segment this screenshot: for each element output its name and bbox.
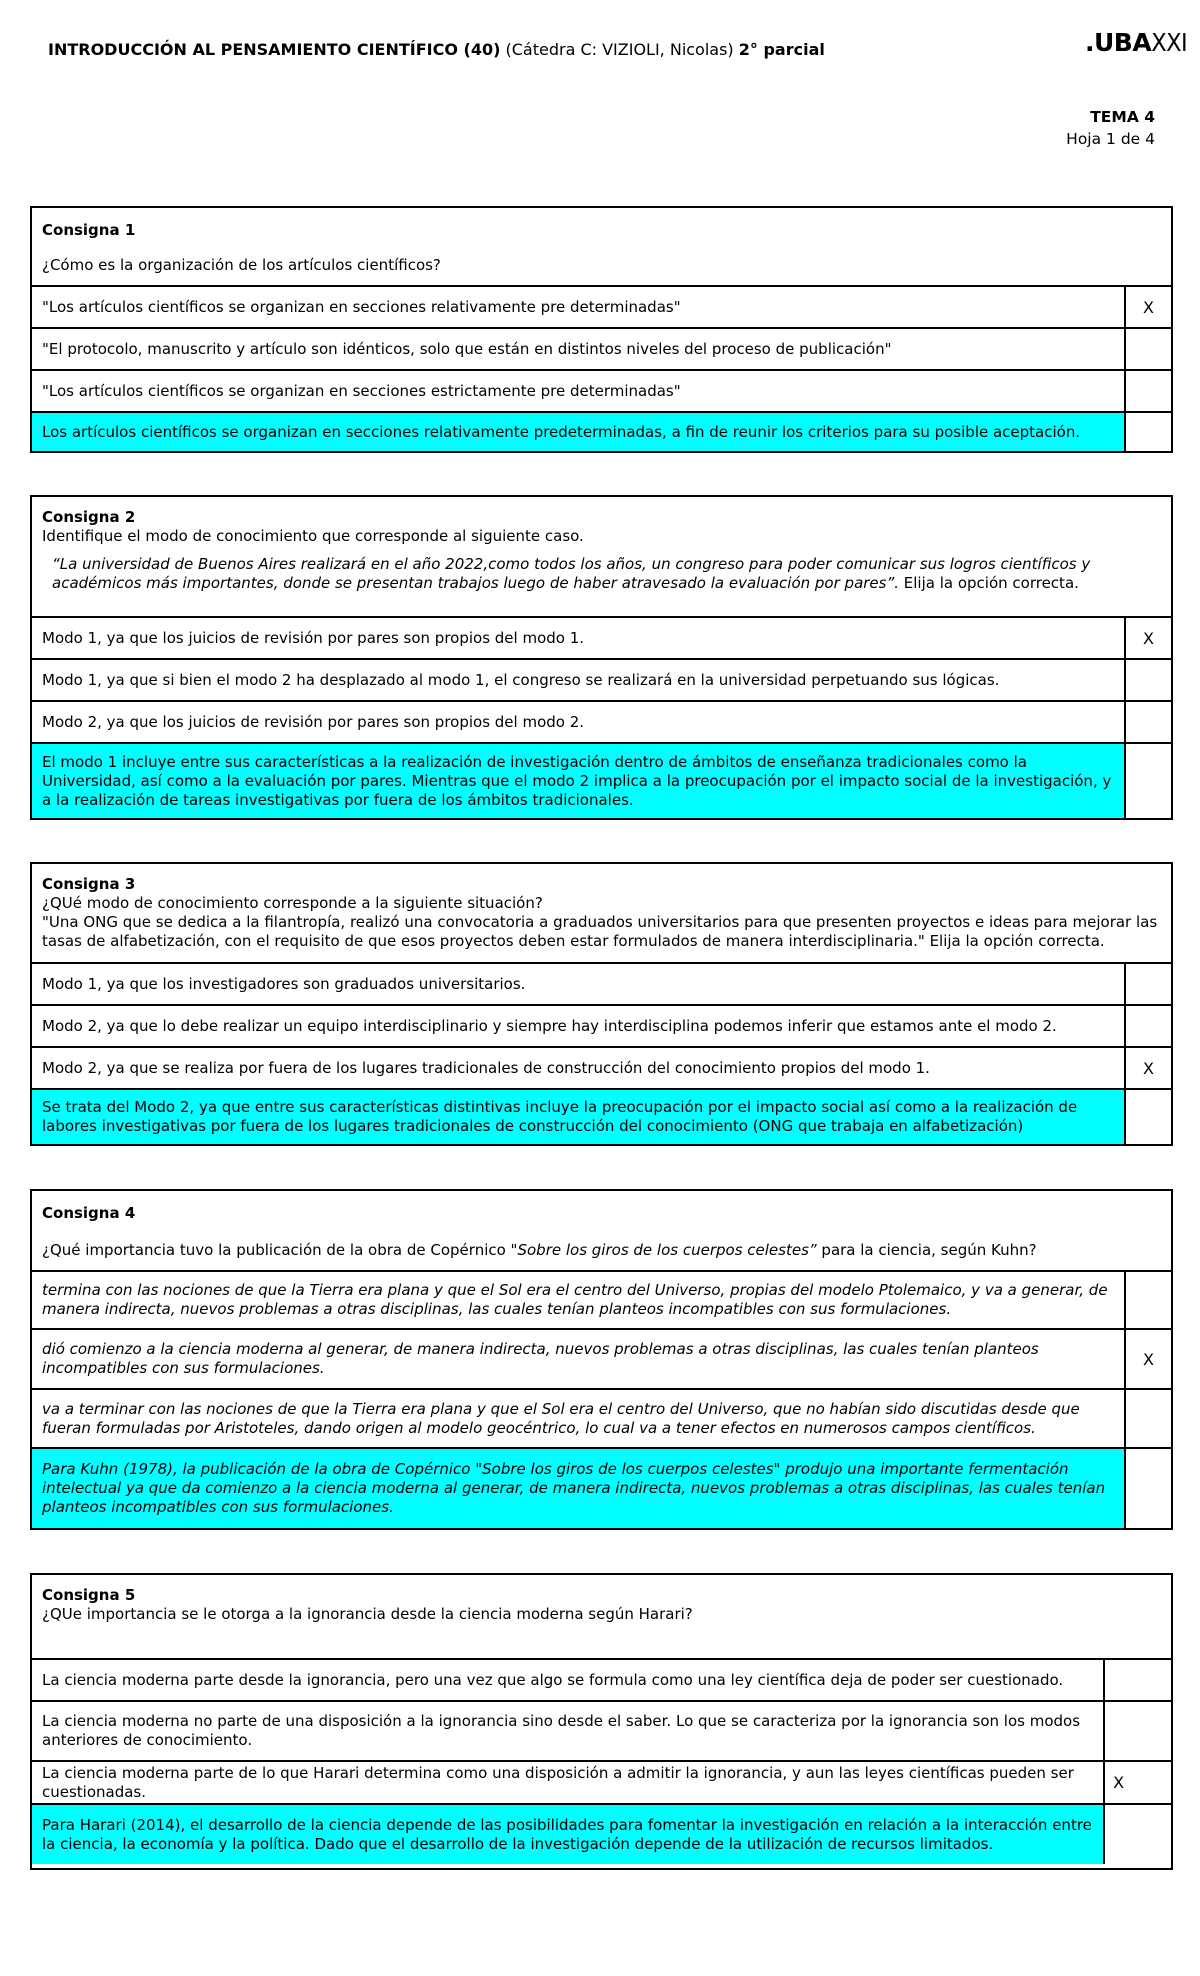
- tema-info: [1066, 106, 1155, 150]
- answer-mark: [1124, 744, 1171, 818]
- consigna-5: [30, 1573, 1173, 1870]
- option-text: La ciencia moderna no parte de una disposición a la ignorancia sino desde el saber. Lo que se caracteriza por la ignorancia son los modos anteriores de conocimiento.: [42, 1712, 1081, 1749]
- option-text: Modo 2, ya que los juicios de revisión por pares son propios del modo 2.: [42, 712, 585, 731]
- option-mark[interactable]: [1124, 329, 1171, 369]
- option-row[interactable]: [32, 964, 1171, 1006]
- consigna-title: Consigna 2: [42, 508, 136, 526]
- option-row[interactable]: [32, 1330, 1171, 1390]
- option-row[interactable]: [32, 1660, 1171, 1702]
- option-row[interactable]: [32, 371, 1171, 413]
- consigna-title: Consigna 5: [42, 1586, 136, 1604]
- option-text: termina con las nociones de que la Tierra era plana y que el Sol era el centro del Universo, propias del modelo Ptolemaico, y va a generar, de manera indirecta, nuevos problemas a otras disciplinas, las cuales tenían planteos incompatibles con sus formulaciones.: [42, 1281, 1108, 1318]
- answer-mark: [1124, 1449, 1171, 1528]
- book-title: Sobre los giros de los cuerpos celestes”: [517, 1241, 817, 1259]
- consigna-3: [30, 862, 1173, 1146]
- option-mark[interactable]: [1124, 371, 1171, 411]
- course-name: INTRODUCCIÓN AL PENSAMIENTO CIENTÍFICO (40): [48, 40, 501, 59]
- exam-header: [48, 40, 825, 59]
- answer-row: [32, 413, 1171, 451]
- consigna-4: [30, 1189, 1173, 1530]
- case-instruction: Elija la opción correcta.: [899, 574, 1079, 592]
- consigna-question: Identifique el modo de conocimiento que corresponde al siguiente caso.: [42, 527, 584, 545]
- consigna-question: ¿QUe importancia se le otorga a la ignorancia desde la ciencia moderna según Harari?: [42, 1605, 693, 1623]
- option-mark[interactable]: [1124, 660, 1171, 700]
- answer-mark: [1103, 1805, 1171, 1864]
- option-mark[interactable]: [1124, 1272, 1171, 1328]
- tema-label: TEMA 4: [1090, 108, 1155, 126]
- option-row[interactable]: [32, 660, 1171, 702]
- option-mark[interactable]: X: [1124, 1048, 1171, 1088]
- option-text: La ciencia moderna parte desde la ignorancia, pero una vez que algo se formula como una ley científica deja de poder ser cuestionado.: [42, 1670, 1064, 1689]
- option-mark[interactable]: [1124, 702, 1171, 742]
- option-row[interactable]: [32, 618, 1171, 660]
- consigna-question: [42, 1241, 1161, 1260]
- consigna-question: ¿QUé modo de conocimiento corresponde a la siguiente situación?: [42, 894, 543, 912]
- option-text: dió comienzo a la ciencia moderna al generar, de manera indirecta, nuevos problemas a otras disciplinas, las cuales tenían planteos incompatibles con sus formulaciones.: [42, 1340, 1039, 1377]
- answer-mark: [1124, 413, 1171, 451]
- option-mark[interactable]: [1103, 1702, 1171, 1760]
- logo-uba: .UBA: [1085, 28, 1152, 57]
- case-text: "Una ONG que se dedica a la filantropía, realizó una convocatoria a graduados universitarios para que presenten proyectos e ideas para mejorar las tasas de alfabetización, con el requisito de que esos proyectos deben estar formulados de manera interdisciplinaria." Elija la opción correcta.: [42, 913, 1158, 950]
- answer-row: [32, 1090, 1171, 1144]
- option-text: Modo 1, ya que si bien el modo 2 ha desplazado al modo 1, el congreso se realizará en la universidad perpetuando sus lógicas.: [42, 670, 1000, 689]
- consigna-title: Consigna 4: [42, 1204, 136, 1222]
- option-text: La ciencia moderna parte de lo que Harari determina como una disposición a admitir la ignorancia, y aun las leyes científicas pueden ser cuestionadas.: [42, 1763, 1074, 1801]
- consigna-title: Consigna 3: [42, 875, 136, 893]
- logo-xxi: XXI: [1151, 28, 1188, 57]
- option-mark[interactable]: X: [1124, 1330, 1171, 1388]
- consigna-1: [30, 206, 1173, 453]
- option-row[interactable]: [32, 702, 1171, 744]
- consigna-title: Consigna 1: [42, 221, 136, 239]
- option-mark[interactable]: [1124, 964, 1171, 1004]
- option-row[interactable]: [32, 1272, 1171, 1330]
- option-row[interactable]: [32, 1762, 1171, 1805]
- case-text: [42, 555, 1161, 593]
- option-mark[interactable]: [1124, 1390, 1171, 1447]
- page-count: Hoja 1 de 4: [1066, 130, 1155, 148]
- option-text: Modo 1, ya que los juicios de revisión por pares son propios del modo 1.: [42, 628, 585, 647]
- case-quote: “La universidad de Buenos Aires realizará en el año 2022,como todos los años, un congreso para poder comunicar sus logros científicos y académicos más importantes, donde se presentan trabajos luego de haber atravesado la evaluación por pares”.: [52, 555, 1091, 592]
- answer-row: [32, 1805, 1171, 1864]
- option-row[interactable]: [32, 1048, 1171, 1090]
- option-text: Modo 2, ya que lo debe realizar un equipo interdisciplinario y siempre hay interdisciplina podemos inferir que estamos ante el modo 2.: [42, 1016, 1057, 1035]
- uba-xxi-logo: [1085, 28, 1187, 57]
- answer-text: Se trata del Modo 2, ya que entre sus características distintivas incluye la preocupación por el impacto social así como a la realización de labores investigativas por fuera de los lugares tradicionales de construcción del conocimiento (ONG que trabaja en alfabetización): [32, 1090, 1124, 1144]
- option-row[interactable]: [32, 1702, 1171, 1762]
- option-text: Modo 2, ya que se realiza por fuera de los lugares tradicionales de construcción del conocimiento propios del modo 1.: [42, 1058, 930, 1077]
- option-mark[interactable]: X: [1124, 287, 1171, 327]
- option-row[interactable]: [32, 287, 1171, 329]
- answer-text: Para Harari (2014), el desarrollo de la ciencia depende de las posibilidades para fomentar la investigación en relación a la interacción entre la ciencia, la economía y la política. Dado que el desarrollo de la investigación depende de la utilización de recursos limitados.: [32, 1805, 1103, 1864]
- option-text: "El protocolo, manuscrito y artículo son idénticos, solo que están en distintos niveles del proceso de publicación": [42, 339, 892, 358]
- option-row[interactable]: [32, 329, 1171, 371]
- option-text: "Los artículos científicos se organizan en secciones relativamente pre determinadas": [42, 297, 681, 316]
- option-text: va a terminar con las nociones de que la Tierra era plana y que el Sol era el centro del Universo, que no habían sido discutidas desde que fueran formuladas por Aristoteles, dando origen al modelo geocéntrico, lo cual va a tener efectos en numerosos campos científicos.: [42, 1399, 1080, 1437]
- answer-text: El modo 1 incluye entre sus características a la realización de investigación dentro de ámbitos de enseñanza tradicionales como la Universidad, así como a la evaluación por pares. Mientras que el modo 2 implica a la preocupación por el impacto social de la investigación, y a la realización de tareas investigativas por fuera de los ámbitos tradicionales.: [32, 744, 1124, 818]
- option-row[interactable]: [32, 1390, 1171, 1449]
- chair-name: (Cátedra C: VIZIOLI, Nicolas): [500, 40, 739, 59]
- answer-mark: [1124, 1090, 1171, 1144]
- consigna-question: ¿Cómo es la organización de los artículos científicos?: [42, 256, 441, 274]
- option-row[interactable]: [32, 1006, 1171, 1048]
- answer-row: [32, 1449, 1171, 1528]
- option-text: "Los artículos científicos se organizan en secciones estrictamente pre determinadas": [42, 381, 681, 400]
- answer-text: Para Kuhn (1978), la publicación de la obra de Copérnico "Sobre los giros de los cuerpos celestes" produjo una importante fermentación intelectual ya que da comienzo a la ciencia moderna al generar, de manera indirecta, nuevos problemas a otras disciplinas, las cuales tenían planteos incompatibles con sus formulaciones.: [32, 1449, 1124, 1528]
- option-mark[interactable]: X: [1124, 618, 1171, 658]
- option-text: Modo 1, ya que los investigadores son graduados universitarios.: [42, 974, 526, 993]
- answer-text: Los artículos científicos se organizan en secciones relativamente predeterminadas, a fin de reunir los criterios para su posible aceptación.: [32, 413, 1124, 451]
- question-start: ¿Qué importancia tuvo la publicación de la obra de Copérnico ": [42, 1241, 518, 1259]
- answer-row: [32, 744, 1171, 818]
- exam-type: 2° parcial: [738, 40, 825, 59]
- question-end: para la ciencia, según Kuhn?: [816, 1241, 1037, 1259]
- option-mark[interactable]: [1103, 1660, 1171, 1700]
- option-mark[interactable]: X: [1103, 1762, 1171, 1803]
- option-mark[interactable]: [1124, 1006, 1171, 1046]
- consigna-2: [30, 495, 1173, 820]
